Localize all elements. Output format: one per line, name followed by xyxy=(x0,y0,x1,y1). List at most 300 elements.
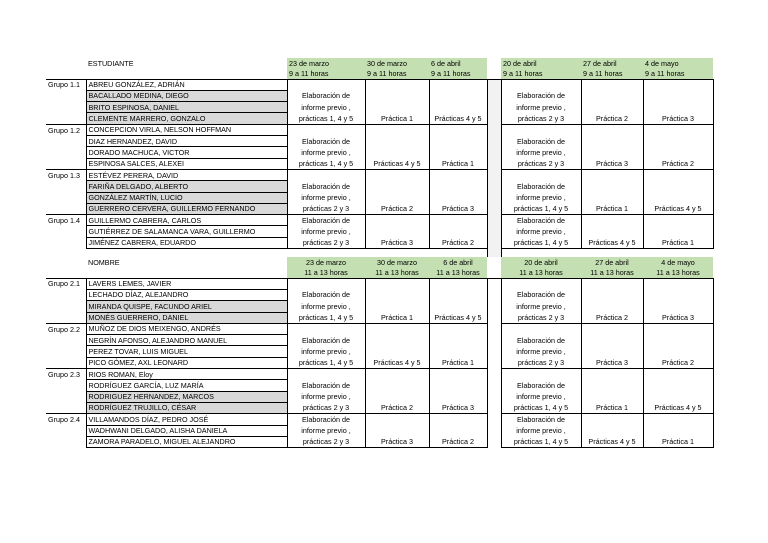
student-row xyxy=(46,289,713,300)
session-practice: Práctica 3 xyxy=(365,436,429,447)
session-practice: Práctica 1 xyxy=(365,312,429,323)
session-cell xyxy=(365,301,429,312)
column-gap xyxy=(487,346,501,357)
prelim-line1: Elaboración de xyxy=(501,181,581,192)
prelim-line2: informe previo , xyxy=(501,425,581,436)
session-cell xyxy=(429,169,487,180)
student-name: LAVERS LEMES, JAVIER xyxy=(86,278,287,289)
session-cell xyxy=(365,335,429,346)
student-row xyxy=(46,402,713,413)
column-gap xyxy=(487,335,501,346)
prelim-line1: Elaboración de xyxy=(287,380,365,391)
date-header: 30 de marzo xyxy=(365,257,429,267)
prelim-line1: Elaboración de xyxy=(287,181,365,192)
session-cell xyxy=(365,369,429,380)
student-name: RODRÍGUEZ TRUJILLO, CÉSAR xyxy=(86,402,287,413)
session-cell xyxy=(287,79,365,90)
prelim-line2: informe previo , xyxy=(287,346,365,357)
time-header: 9 a 11 horas xyxy=(501,68,581,79)
session-cell xyxy=(643,289,713,300)
table-spacer xyxy=(46,249,713,258)
prelim-line2: informe previo , xyxy=(501,301,581,312)
session-practice: Práctica 2 xyxy=(429,237,487,248)
session-cell xyxy=(581,346,643,357)
prelim-line1: Elaboración de xyxy=(287,335,365,346)
student-row xyxy=(46,278,713,289)
spacer-cell xyxy=(365,249,429,258)
session-cell xyxy=(501,278,581,289)
session-cell xyxy=(643,335,713,346)
session-cell xyxy=(581,335,643,346)
date-header: 23 de marzo xyxy=(287,257,365,267)
group-header-blank xyxy=(46,267,86,278)
time-header: 9 a 11 horas xyxy=(643,68,713,79)
session-cell xyxy=(643,169,713,180)
student-name: NEGRÍN AFONSO, ALEJANDRO MANUEL xyxy=(86,335,287,346)
group-label-blank xyxy=(46,136,86,147)
group-header-blank xyxy=(46,257,86,267)
session-cell xyxy=(429,79,487,90)
group-label-blank xyxy=(46,346,86,357)
session-practice: Práctica 2 xyxy=(581,113,643,124)
session-practice: Práctica 1 xyxy=(429,158,487,169)
group-label: Grupo 1.1 xyxy=(46,79,86,90)
session-cell xyxy=(365,215,429,226)
session-cell xyxy=(501,79,581,90)
group-label: Grupo 1.4 xyxy=(46,215,86,226)
student-name: RODRIGUEZ HERNANDEZ, MARCOS xyxy=(86,391,287,402)
session-cell xyxy=(287,369,365,380)
session-cell xyxy=(581,414,643,425)
column-gap xyxy=(487,181,501,192)
group-label: Grupo 2.1 xyxy=(46,278,86,289)
session-practice: Prácticas 4 y 5 xyxy=(643,203,713,214)
student-name: PICO GÓMEZ, AXL LEONARD xyxy=(86,357,287,368)
session-practice: Prácticas 4 y 5 xyxy=(365,158,429,169)
session-cell xyxy=(501,169,581,180)
session-practices: prácticas 1, 4 y 5 xyxy=(287,158,365,169)
table1-date-header-row xyxy=(46,58,713,68)
time-header: 9 a 11 horas xyxy=(429,68,487,79)
column-gap xyxy=(487,90,501,101)
session-cell xyxy=(365,192,429,203)
session-cell xyxy=(581,301,643,312)
column-gap xyxy=(487,278,501,289)
session-cell xyxy=(429,414,487,425)
session-practice: Práctica 2 xyxy=(429,436,487,447)
session-cell xyxy=(581,192,643,203)
session-cell xyxy=(581,215,643,226)
session-practice: Práctica 3 xyxy=(643,113,713,124)
date-header: 30 de marzo xyxy=(365,58,429,68)
student-row xyxy=(46,323,713,334)
session-cell xyxy=(643,414,713,425)
date-header: 20 de abril xyxy=(501,58,581,68)
table1-time-header-row xyxy=(46,68,713,79)
session-practice: Práctica 1 xyxy=(643,436,713,447)
session-cell xyxy=(429,192,487,203)
column-gap xyxy=(487,289,501,300)
column-gap xyxy=(487,68,501,79)
session-cell xyxy=(581,136,643,147)
student-name: WADHWANI DELGADO, ALISHA DANIELA xyxy=(86,425,287,436)
session-cell xyxy=(365,346,429,357)
session-cell xyxy=(581,391,643,402)
column-gap xyxy=(487,237,501,248)
session-cell xyxy=(643,102,713,113)
session-cell xyxy=(581,181,643,192)
session-cell xyxy=(581,169,643,180)
session-cell xyxy=(429,226,487,237)
column-gap xyxy=(487,380,501,391)
spacer-cell xyxy=(86,249,287,258)
student-row xyxy=(46,425,713,436)
session-cell xyxy=(365,289,429,300)
group-label-blank xyxy=(46,237,86,248)
session-cell xyxy=(429,391,487,402)
student-name: GUILLERMO CABRERA, CARLOS xyxy=(86,215,287,226)
session-cell xyxy=(643,124,713,135)
student-name: CLEMENTE MARRERO, GONZALO xyxy=(86,113,287,124)
student-column-header: ESTUDIANTE xyxy=(88,58,134,68)
session-cell xyxy=(581,278,643,289)
session-cell xyxy=(365,136,429,147)
column-gap xyxy=(487,147,501,158)
session-cell xyxy=(643,380,713,391)
student-row xyxy=(46,215,713,226)
session-cell xyxy=(429,369,487,380)
student-row xyxy=(46,169,713,180)
session-cell xyxy=(643,226,713,237)
column-gap xyxy=(487,158,501,169)
student-name: ESPINOSA SALCES, ALEXEI xyxy=(86,158,287,169)
date-header: 27 de abril xyxy=(581,58,643,68)
group-label-blank xyxy=(46,391,86,402)
prelim-line2: informe previo , xyxy=(501,391,581,402)
student-row xyxy=(46,192,713,203)
group-label: Grupo 2.2 xyxy=(46,323,86,334)
session-practices: prácticas 1, 4 y 5 xyxy=(287,357,365,368)
spacer-cell xyxy=(429,249,487,258)
column-gap xyxy=(487,436,501,447)
student-name: MIRANDA QUISPE, FACUNDO ARIEL xyxy=(86,301,287,312)
table2-date-header-row xyxy=(46,257,713,267)
date-header: 6 de abril xyxy=(429,257,487,267)
session-cell xyxy=(643,147,713,158)
session-cell xyxy=(429,289,487,300)
group-label-blank xyxy=(46,402,86,413)
session-cell xyxy=(429,90,487,101)
time-header: 11 a 13 horas xyxy=(581,267,643,278)
session-cell xyxy=(581,369,643,380)
date-header: 27 de abril xyxy=(581,257,643,267)
time-header: 11 a 13 horas xyxy=(643,267,713,278)
student-row xyxy=(46,79,713,90)
session-practices: prácticas 2 y 3 xyxy=(287,237,365,248)
session-practice: Práctica 2 xyxy=(643,357,713,368)
column-gap xyxy=(487,203,501,214)
student-row xyxy=(46,90,713,101)
student-name: MONÉS GUERRERO, DANIEL xyxy=(86,312,287,323)
student-row xyxy=(46,181,713,192)
session-cell xyxy=(365,278,429,289)
prelim-line2: informe previo , xyxy=(501,346,581,357)
group-label-blank xyxy=(46,425,86,436)
session-practices: prácticas 1, 4 y 5 xyxy=(287,113,365,124)
session-cell xyxy=(643,323,713,334)
session-practice: Prácticas 4 y 5 xyxy=(581,237,643,248)
session-practices: prácticas 1, 4 y 5 xyxy=(501,203,581,214)
group-label-blank xyxy=(46,312,86,323)
session-cell xyxy=(643,79,713,90)
session-cell xyxy=(581,79,643,90)
table2-time-header-row xyxy=(46,267,713,278)
column-gap xyxy=(487,79,501,90)
session-cell xyxy=(429,278,487,289)
group-label-blank xyxy=(46,289,86,300)
column-gap xyxy=(487,58,501,68)
student-row xyxy=(46,312,713,323)
session-cell xyxy=(429,102,487,113)
prelim-line2: informe previo , xyxy=(501,226,581,237)
group-label: Grupo 2.4 xyxy=(46,414,86,425)
session-practice: Práctica 1 xyxy=(581,402,643,413)
session-cell xyxy=(643,90,713,101)
session-cell xyxy=(429,136,487,147)
session-practice: Práctica 1 xyxy=(429,357,487,368)
student-row xyxy=(46,391,713,402)
session-practice: Práctica 3 xyxy=(581,158,643,169)
group-label: Grupo 1.2 xyxy=(46,124,86,135)
prelim-line2: informe previo , xyxy=(287,192,365,203)
session-practices: prácticas 2 y 3 xyxy=(501,357,581,368)
session-practices: prácticas 2 y 3 xyxy=(287,436,365,447)
time-header: 9 a 11 horas xyxy=(365,68,429,79)
spacer-cell xyxy=(287,249,365,258)
session-cell xyxy=(365,147,429,158)
session-cell xyxy=(429,301,487,312)
session-cell xyxy=(429,215,487,226)
group-label-blank xyxy=(46,192,86,203)
session-practice: Práctica 3 xyxy=(643,312,713,323)
time-header: 9 a 11 horas xyxy=(581,68,643,79)
session-practice: Prácticas 4 y 5 xyxy=(365,357,429,368)
student-row xyxy=(46,380,713,391)
column-gap xyxy=(487,192,501,203)
prelim-line2: informe previo , xyxy=(501,192,581,203)
group-label: Grupo 2.3 xyxy=(46,369,86,380)
session-cell xyxy=(429,380,487,391)
student-name: ESTÉVEZ PERERA, DAVID xyxy=(86,169,287,180)
session-cell xyxy=(643,346,713,357)
student-name: CONCEPCION VIRLA, NELSON HOFFMAN xyxy=(86,124,287,135)
session-practice: Prácticas 4 y 5 xyxy=(429,113,487,124)
session-cell xyxy=(287,278,365,289)
session-cell xyxy=(365,79,429,90)
session-cell xyxy=(581,147,643,158)
student-row xyxy=(46,301,713,312)
student-name: DIAZ HERNANDEZ, DAVID xyxy=(86,136,287,147)
session-cell xyxy=(365,102,429,113)
session-practice: Práctica 2 xyxy=(643,158,713,169)
column-gap xyxy=(487,391,501,402)
group-label: Grupo 1.3 xyxy=(46,169,86,180)
session-practice: Práctica 3 xyxy=(581,357,643,368)
session-cell xyxy=(429,346,487,357)
group-label-blank xyxy=(46,357,86,368)
session-practices: prácticas 2 y 3 xyxy=(501,158,581,169)
column-gap xyxy=(487,312,501,323)
session-cell xyxy=(581,380,643,391)
date-header: 4 de mayo xyxy=(643,58,713,68)
session-cell xyxy=(643,215,713,226)
prelim-line1: Elaboración de xyxy=(287,414,365,425)
prelim-line1: Elaboración de xyxy=(501,136,581,147)
column-gap xyxy=(487,323,501,334)
session-practice: Práctica 2 xyxy=(365,203,429,214)
session-cell xyxy=(581,425,643,436)
prelim-line2: informe previo , xyxy=(501,147,581,158)
session-cell xyxy=(581,124,643,135)
session-practices: prácticas 1, 4 y 5 xyxy=(501,402,581,413)
session-cell xyxy=(365,425,429,436)
prelim-line1: Elaboración de xyxy=(501,380,581,391)
column-gap xyxy=(487,102,501,113)
session-cell xyxy=(643,192,713,203)
prelim-line1: Elaboración de xyxy=(287,90,365,101)
session-practice: Práctica 2 xyxy=(365,402,429,413)
session-practices: prácticas 2 y 3 xyxy=(287,203,365,214)
group-label-blank xyxy=(46,102,86,113)
student-name: RIOS ROMAN, Eloy xyxy=(86,369,287,380)
student-name: GONZÁLEZ MARTÍN, LUCIO xyxy=(86,192,287,203)
column-gap xyxy=(487,226,501,237)
student-row xyxy=(46,369,713,380)
time-header: 11 a 13 horas xyxy=(365,267,429,278)
student-header-blank xyxy=(86,68,287,79)
session-cell xyxy=(287,124,365,135)
session-practice: Práctica 3 xyxy=(365,237,429,248)
student-name: PEREZ TOVAR, LUIS MIGUEL xyxy=(86,346,287,357)
group-header-blank xyxy=(46,68,86,79)
student-row xyxy=(46,124,713,135)
session-cell xyxy=(287,169,365,180)
session-practices: prácticas 2 y 3 xyxy=(501,312,581,323)
session-cell xyxy=(581,90,643,101)
session-cell xyxy=(365,124,429,135)
group-label-blank xyxy=(46,158,86,169)
session-cell xyxy=(429,147,487,158)
student-name: BRITO ESPINOSA, DANIEL xyxy=(86,102,287,113)
time-header: 11 a 13 horas xyxy=(501,267,581,278)
session-cell xyxy=(501,323,581,334)
prelim-line1: Elaboración de xyxy=(287,215,365,226)
session-practices: prácticas 1, 4 y 5 xyxy=(501,436,581,447)
spacer-cell xyxy=(487,249,501,258)
session-cell xyxy=(429,335,487,346)
prelim-line2: informe previo , xyxy=(287,226,365,237)
column-gap xyxy=(487,369,501,380)
student-row xyxy=(46,136,713,147)
column-gap xyxy=(487,113,501,124)
spacer-cell xyxy=(581,249,643,258)
spacer-cell xyxy=(46,249,86,258)
practice-schedule-table xyxy=(46,58,714,448)
column-gap xyxy=(487,402,501,413)
student-name: LECHADO DÍAZ, ALEJANDRO xyxy=(86,289,287,300)
student-row xyxy=(46,335,713,346)
group-label-blank xyxy=(46,203,86,214)
prelim-line1: Elaboración de xyxy=(501,90,581,101)
student-name: JIMÉNEZ CABRERA, EDUARDO xyxy=(86,237,287,248)
group-label-blank xyxy=(46,335,86,346)
session-practices: prácticas 2 y 3 xyxy=(501,113,581,124)
student-name: VILLAMANDOS DÍAZ, PEDRO JOSÉ xyxy=(86,414,287,425)
session-practice: Prácticas 4 y 5 xyxy=(429,312,487,323)
prelim-line1: Elaboración de xyxy=(501,215,581,226)
session-cell xyxy=(287,323,365,334)
student-row xyxy=(46,113,713,124)
student-name: ABREU GONZÁLEZ, ADRIÁN xyxy=(86,79,287,90)
session-cell xyxy=(581,323,643,334)
student-name: MUÑOZ DE DIOS MEIXENGO, ANDRÉS xyxy=(86,323,287,334)
prelim-line1: Elaboración de xyxy=(501,289,581,300)
group-label-blank xyxy=(46,113,86,124)
column-gap xyxy=(487,414,501,425)
time-header: 11 a 13 horas xyxy=(287,267,365,278)
date-header: 6 de abril xyxy=(429,58,487,68)
session-cell xyxy=(643,301,713,312)
group-label-blank xyxy=(46,90,86,101)
session-cell xyxy=(429,181,487,192)
session-cell xyxy=(643,278,713,289)
session-cell xyxy=(365,414,429,425)
column-gap xyxy=(487,357,501,368)
session-practices: prácticas 1, 4 y 5 xyxy=(501,237,581,248)
column-gap xyxy=(487,301,501,312)
session-practice: Práctica 1 xyxy=(581,203,643,214)
group-label-blank xyxy=(46,181,86,192)
student-name: GUERRERO CERVERA, GUILLERMO FERNANDO xyxy=(86,203,287,214)
session-cell xyxy=(643,181,713,192)
student-header-blank xyxy=(86,267,287,278)
time-header: 11 a 13 horas xyxy=(429,267,487,278)
session-cell xyxy=(581,102,643,113)
date-header: 23 de marzo xyxy=(287,58,365,68)
session-cell xyxy=(643,391,713,402)
column-gap xyxy=(487,169,501,180)
prelim-line1: Elaboración de xyxy=(287,289,365,300)
student-name: FARIÑA DELGADO, ALBERTO xyxy=(86,181,287,192)
session-cell xyxy=(365,380,429,391)
time-header: 9 a 11 horas xyxy=(287,68,365,79)
session-cell xyxy=(365,391,429,402)
date-header: 20 de abril xyxy=(501,257,581,267)
session-practice: Práctica 2 xyxy=(581,312,643,323)
session-cell xyxy=(365,323,429,334)
group-label-blank xyxy=(46,301,86,312)
session-cell xyxy=(643,136,713,147)
student-row xyxy=(46,357,713,368)
column-gap xyxy=(487,215,501,226)
column-gap xyxy=(487,136,501,147)
column-gap xyxy=(487,257,501,267)
session-cell xyxy=(429,124,487,135)
spacer-cell xyxy=(501,249,581,258)
student-row xyxy=(46,203,713,214)
student-name: GUTIÉRREZ DE SALAMANCA VARA, GUILLERMO xyxy=(86,226,287,237)
student-name: DORADO MACHUCA, VICTOR xyxy=(86,147,287,158)
